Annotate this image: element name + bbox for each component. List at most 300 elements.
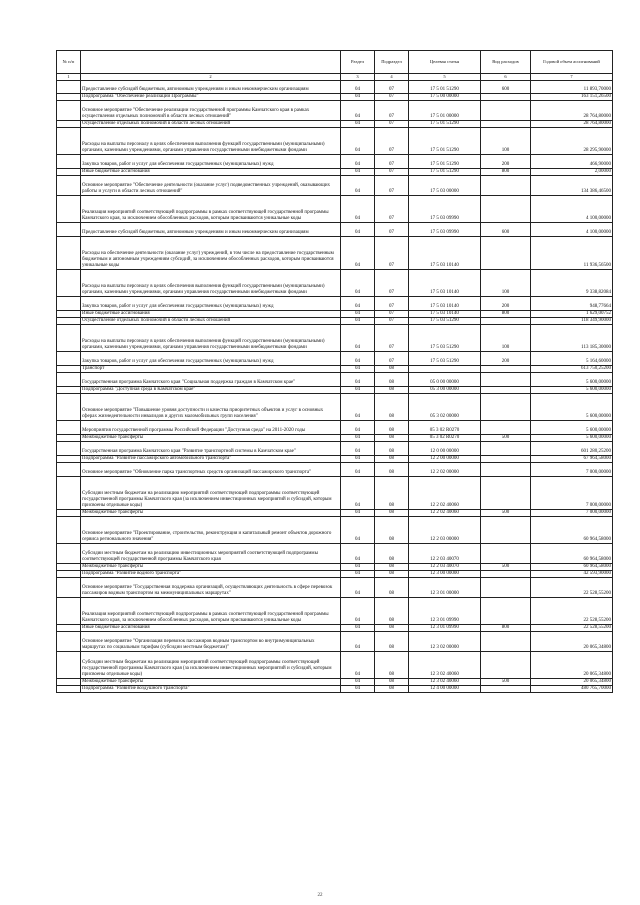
row-amount-cell: 11 936,56500: [531, 237, 613, 270]
row-podrazdel-cell: 08: [375, 366, 409, 373]
header-razdel: Раздел: [341, 51, 375, 74]
table-row: [57, 176, 613, 196]
row-statya-cell: 05 0 00 00000: [409, 373, 481, 387]
row-statya-cell: 12 3 01 09990: [409, 625, 481, 632]
row-podrazdel-cell: 08: [375, 510, 409, 517]
row-vid-cell: 500: [481, 564, 531, 571]
row-amount-cell: 67 964,58000: [531, 456, 613, 463]
row-statya-cell: 17 5 03 10140: [409, 237, 481, 270]
row-name-cell: Иные бюджетные ассигнования: [81, 311, 341, 318]
row-statya-cell: 12 3 01 09990: [409, 598, 481, 625]
row-num-cell: [57, 544, 81, 564]
row-num-cell: [57, 128, 81, 155]
row-num-cell: [57, 169, 81, 176]
header-vid: Вид расходов: [481, 51, 531, 74]
row-name-cell: Межбюджетные трансферты: [81, 679, 341, 686]
table-row: [57, 652, 613, 679]
page-number: 22: [317, 893, 323, 898]
row-statya-cell: 05 3 00 00000: [409, 387, 481, 394]
row-num-cell: [57, 510, 81, 517]
row-razdel-cell: 04: [341, 632, 375, 652]
row-amount-cell: 7 000,00000: [531, 463, 613, 477]
table-row: [57, 544, 613, 564]
row-amount-cell: 2,00000: [531, 169, 613, 176]
row-name-cell: Осуществление отдельных полномочий в области лесных отношений: [81, 318, 341, 325]
table-body: [57, 81, 613, 693]
row-statya-cell: 12 2 03 00000: [409, 517, 481, 544]
row-num-cell: [57, 387, 81, 394]
row-razdel-cell: 04: [341, 101, 375, 121]
row-name-cell: Основное мероприятие "Повышение уровня доступности и качества приоритетных объектов и услуг в основных сферах жизнедеятельности инвалидов и других маломобильных групп населения": [81, 394, 341, 421]
row-vid-cell: [481, 463, 531, 477]
row-vid-cell: [481, 121, 531, 128]
row-razdel-cell: 04: [341, 625, 375, 632]
table-row: [57, 169, 613, 176]
row-razdel-cell: 04: [341, 394, 375, 421]
row-statya-cell: 17 5 01 51290: [409, 155, 481, 169]
row-razdel-cell: 04: [341, 352, 375, 366]
row-razdel-cell: 04: [341, 81, 375, 94]
row-podrazdel-cell: 08: [375, 373, 409, 387]
row-vid-cell: 100: [481, 325, 531, 352]
row-podrazdel-cell: 07: [375, 311, 409, 318]
row-razdel-cell: 04: [341, 571, 375, 578]
row-vid-cell: 100: [481, 270, 531, 297]
row-podrazdel-cell: 08: [375, 564, 409, 571]
row-podrazdel-cell: 07: [375, 318, 409, 325]
table-row: [57, 196, 613, 223]
row-num-cell: [57, 121, 81, 128]
row-statya-cell: 12 2 02 40060: [409, 477, 481, 510]
row-vid-cell: [481, 578, 531, 598]
row-statya-cell: 12 2 03 40070: [409, 544, 481, 564]
row-razdel-cell: 04: [341, 442, 375, 456]
row-podrazdel-cell: 08: [375, 571, 409, 578]
row-statya-cell: 17 5 01 00000: [409, 101, 481, 121]
row-vid-cell: 200: [481, 297, 531, 311]
row-name-cell: Реализация мероприятий соответствующей подпрограммы в рамках соответствующей государственной программы Камчатского края, за исключением обособленных расходов, которым присваиваются уникальные коды: [81, 196, 341, 223]
table-row: [57, 311, 613, 318]
row-name-cell: Предоставление субсидий бюджетным, автономным учреждениям и иным некоммерческим организациям: [81, 81, 341, 94]
row-statya-cell: 12 2 02 00000: [409, 463, 481, 477]
row-amount-cell: 11 893,70000: [531, 81, 613, 94]
row-podrazdel-cell: 08: [375, 435, 409, 442]
row-amount-cell: 42 593,90000: [531, 571, 613, 578]
row-num-cell: [57, 456, 81, 463]
row-podrazdel-cell: 07: [375, 94, 409, 101]
row-num-cell: [57, 223, 81, 237]
row-razdel-cell: 04: [341, 421, 375, 435]
row-vid-cell: [481, 517, 531, 544]
row-statya-cell: 17 5 03 10140: [409, 311, 481, 318]
table-row: [57, 632, 613, 652]
table-row: [57, 223, 613, 237]
colnum-7: 7: [531, 74, 613, 81]
row-amount-cell: 163 151,26500: [531, 94, 613, 101]
row-statya-cell: 05 3 02 R0270: [409, 435, 481, 442]
row-razdel-cell: 04: [341, 652, 375, 679]
row-amount-cell: 113 185,30000: [531, 325, 613, 352]
row-podrazdel-cell: 08: [375, 544, 409, 564]
row-statya-cell: 17 5 00 00000: [409, 94, 481, 101]
row-vid-cell: 200: [481, 155, 531, 169]
row-razdel-cell: 04: [341, 477, 375, 510]
row-num-cell: [57, 632, 81, 652]
row-amount-cell: 5 600,00000: [531, 435, 613, 442]
row-podrazdel-cell: 08: [375, 598, 409, 625]
table-row: [57, 517, 613, 544]
row-num-cell: [57, 94, 81, 101]
row-amount-cell: 601 280,25200: [531, 442, 613, 456]
row-podrazdel-cell: 08: [375, 625, 409, 632]
row-amount-cell: 60 964,58000: [531, 517, 613, 544]
row-name-cell: Закупка товаров, работ и услуг для обеспечения государственных (муниципальных) нужд: [81, 155, 341, 169]
row-name-cell: Государственная программа Камчатского края "Развитие транспортной системы в Камчатском крае": [81, 442, 341, 456]
row-statya-cell: 12 2 02 40060: [409, 510, 481, 517]
row-num-cell: [57, 366, 81, 373]
table-row: [57, 679, 613, 686]
row-statya-cell: 17 5 03 00000: [409, 176, 481, 196]
table-row: [57, 81, 613, 94]
row-razdel-cell: 04: [341, 237, 375, 270]
row-razdel-cell: 04: [341, 128, 375, 155]
row-statya-cell: 17 5 01 51290: [409, 121, 481, 128]
row-amount-cell: 5 600,00000: [531, 394, 613, 421]
row-podrazdel-cell: 08: [375, 387, 409, 394]
row-amount-cell: 5 600,00000: [531, 373, 613, 387]
row-statya-cell: 17 5 03 09990: [409, 196, 481, 223]
row-statya-cell: 17 5 03 09990: [409, 223, 481, 237]
row-podrazdel-cell: 08: [375, 686, 409, 693]
table-row: [57, 463, 613, 477]
colnum-4: 4: [375, 74, 409, 81]
row-vid-cell: [481, 366, 531, 373]
row-amount-cell: 5 600,00000: [531, 387, 613, 394]
header-amount: Годовой объем ассигнований: [531, 51, 613, 74]
row-statya-cell: 17 5 03 10140: [409, 270, 481, 297]
row-vid-cell: 100: [481, 128, 531, 155]
row-razdel-cell: 04: [341, 297, 375, 311]
row-podrazdel-cell: 07: [375, 155, 409, 169]
row-name-cell: Межбюджетные трансферты: [81, 510, 341, 517]
row-podrazdel-cell: 08: [375, 442, 409, 456]
row-vid-cell: 800: [481, 169, 531, 176]
row-amount-cell: 20 065,34800: [531, 632, 613, 652]
row-amount-cell: 22 528,55200: [531, 598, 613, 625]
row-name-cell: Основное мероприятие "Государственная поддержка организаций, осуществляющих деятельность в сфере перевозок пассажиров водным транспортом на межмуниципальных маршрутах": [81, 578, 341, 598]
row-num-cell: [57, 679, 81, 686]
row-num-cell: [57, 270, 81, 297]
row-razdel-cell: 04: [341, 223, 375, 237]
table-row: [57, 477, 613, 510]
row-statya-cell: 12 3 02 40060: [409, 679, 481, 686]
row-podrazdel-cell: 07: [375, 223, 409, 237]
row-amount-cell: 22 528,55200: [531, 625, 613, 632]
row-razdel-cell: 04: [341, 196, 375, 223]
table-row: [57, 571, 613, 578]
colnum-3: 3: [341, 74, 375, 81]
table-row: [57, 94, 613, 101]
row-name-cell: Мероприятия государственной программы Российской Федерации "Доступная среда" на 2011-2020 годы: [81, 421, 341, 435]
row-num-cell: [57, 176, 81, 196]
row-num-cell: [57, 101, 81, 121]
row-vid-cell: 500: [481, 679, 531, 686]
row-razdel-cell: 04: [341, 578, 375, 598]
row-amount-cell: 613 750,25200: [531, 366, 613, 373]
row-vid-cell: [481, 686, 531, 693]
row-name-cell: Иные бюджетные ассигнования: [81, 169, 341, 176]
row-num-cell: [57, 81, 81, 94]
row-razdel-cell: 04: [341, 121, 375, 128]
row-name-cell: Субсидии местным бюджетам на реализацию мероприятий соответствующей подпрограммы соответствующей государственной программы Камчатского края (за исключением инвестиционных мероприятий и субсидий, которым присвоены отдельные коды): [81, 652, 341, 679]
row-podrazdel-cell: 07: [375, 237, 409, 270]
row-razdel-cell: 04: [341, 155, 375, 169]
table-row: [57, 394, 613, 421]
row-name-cell: Государственная программа Камчатского края "Социальная поддержка граждан в Камчатском крае": [81, 373, 341, 387]
row-name-cell: Основное мероприятие "Организация перевозок пассажиров водным транспортом во внутримуниципальных маршрутах по социальным тарифам (субсидии местным бюджетам)": [81, 632, 341, 652]
table-row: [57, 435, 613, 442]
budget-table: [56, 50, 613, 693]
row-name-cell: Расходы на обеспечение деятельности (оказание услуг) учреждений, в том числе на предоставление государственным бюджетным и автономным учреждениям субсидий, за исключением обособленных расходов, которым присваиваются уникальные коды: [81, 237, 341, 270]
row-num-cell: [57, 155, 81, 169]
row-num-cell: [57, 311, 81, 318]
header-name: [81, 51, 341, 74]
row-name-cell: Закупка товаров, работ и услуг для обеспечения государственных (муниципальных) нужд: [81, 297, 341, 311]
row-name-cell: Осуществление отдельных полномочий в области лесных отношений: [81, 121, 341, 128]
row-razdel-cell: 04: [341, 686, 375, 693]
table-row: [57, 373, 613, 387]
row-name-cell: Расходы на выплаты персоналу в целях обеспечения выполнения функций государственными (муниципальными) органами, казенными учреждениями, органами управления государственными внебюджетными фондами: [81, 325, 341, 352]
row-vid-cell: [481, 387, 531, 394]
row-name-cell: Иные бюджетные ассигнования: [81, 625, 341, 632]
row-razdel-cell: 04: [341, 544, 375, 564]
row-razdel-cell: 04: [341, 366, 375, 373]
row-podrazdel-cell: 07: [375, 101, 409, 121]
row-amount-cell: 7 000,00000: [531, 477, 613, 510]
row-razdel-cell: 04: [341, 564, 375, 571]
row-num-cell: [57, 297, 81, 311]
row-vid-cell: [481, 101, 531, 121]
row-num-cell: [57, 318, 81, 325]
row-amount-cell: 134 386,46500: [531, 176, 613, 196]
table-row: [57, 598, 613, 625]
table-row: [57, 352, 613, 366]
row-statya-cell: 17 5 03 51290: [409, 352, 481, 366]
row-vid-cell: 800: [481, 625, 531, 632]
row-razdel-cell: 04: [341, 463, 375, 477]
row-amount-cell: 118 349,90000: [531, 318, 613, 325]
row-razdel-cell: 04: [341, 325, 375, 352]
row-podrazdel-cell: 07: [375, 128, 409, 155]
row-statya-cell: 12 2 03 40070: [409, 564, 481, 571]
table-row: [57, 366, 613, 373]
table-row: [57, 325, 613, 352]
row-amount-cell: 60 964,58000: [531, 564, 613, 571]
row-podrazdel-cell: 07: [375, 176, 409, 196]
row-name-cell: Закупка товаров, работ и услуг для обеспечения государственных (муниципальных) нужд: [81, 352, 341, 366]
row-num-cell: [57, 564, 81, 571]
row-statya-cell: 17 5 03 51290: [409, 325, 481, 352]
row-amount-cell: 1 629,00752: [531, 311, 613, 318]
row-podrazdel-cell: 07: [375, 196, 409, 223]
row-num-cell: [57, 352, 81, 366]
row-amount-cell: 20 065,34800: [531, 652, 613, 679]
row-razdel-cell: 04: [341, 311, 375, 318]
colnum-2: 2: [81, 74, 341, 81]
table-row: [57, 297, 613, 311]
table-row: [57, 237, 613, 270]
row-num-cell: [57, 625, 81, 632]
row-podrazdel-cell: 08: [375, 517, 409, 544]
row-statya-cell: 17 5 01 51290: [409, 81, 481, 94]
row-num-cell: [57, 598, 81, 625]
table-row: [57, 318, 613, 325]
row-podrazdel-cell: 08: [375, 578, 409, 598]
table-row: [57, 121, 613, 128]
row-amount-cell: 466,90000: [531, 155, 613, 169]
row-name-cell: Расходы на выплаты персоналу в целях обеспечения выполнения функций государственными (муниципальными) органами, казенными учреждениями, органами управления государственными внебюджетными фондами: [81, 128, 341, 155]
row-statya-cell: 12 3 01 00000: [409, 578, 481, 598]
row-podrazdel-cell: 07: [375, 169, 409, 176]
row-name-cell: Расходы на выплаты персоналу в целях обеспечения выполнения функций государственными (муниципальными) органами, казенными учреждениями, органами управления государственными внебюджетными фондами: [81, 270, 341, 297]
row-num-cell: [57, 571, 81, 578]
row-vid-cell: 800: [481, 311, 531, 318]
row-num-cell: [57, 442, 81, 456]
table-row: [57, 387, 613, 394]
row-name-cell: Подпрограмма "Развитие воздушного транспорта": [81, 686, 341, 693]
header-podrazdel: Подраздел: [375, 51, 409, 74]
row-vid-cell: 200: [481, 352, 531, 366]
row-podrazdel-cell: 08: [375, 652, 409, 679]
row-razdel-cell: 04: [341, 318, 375, 325]
row-razdel-cell: 04: [341, 435, 375, 442]
table-header-row: [57, 51, 613, 74]
row-num-cell: [57, 435, 81, 442]
row-vid-cell: [481, 237, 531, 270]
row-statya-cell: 12 3 00 00000: [409, 571, 481, 578]
row-vid-cell: [481, 318, 531, 325]
table-row: [57, 270, 613, 297]
table-row: [57, 155, 613, 169]
table-row: [57, 578, 613, 598]
row-amount-cell: 22 528,55200: [531, 578, 613, 598]
row-num-cell: [57, 196, 81, 223]
row-vid-cell: [481, 442, 531, 456]
row-podrazdel-cell: 07: [375, 297, 409, 311]
table-row: [57, 101, 613, 121]
header-num: № п/п: [57, 51, 81, 74]
row-amount-cell: 480 765,70000: [531, 686, 613, 693]
row-vid-cell: [481, 544, 531, 564]
row-num-cell: [57, 373, 81, 387]
row-amount-cell: 28 764,80000: [531, 101, 613, 121]
row-name-cell: Субсидии местным бюджетам на реализацию инвестиционных мероприятий соответствующей подпрограммы соответствующей государственной программы Камчатского края: [81, 544, 341, 564]
row-name-cell: Транспорт: [81, 366, 341, 373]
row-razdel-cell: 04: [341, 387, 375, 394]
row-name-cell: Межбюджетные трансферты: [81, 564, 341, 571]
row-podrazdel-cell: 07: [375, 325, 409, 352]
row-statya-cell: 17 5 01 51290: [409, 169, 481, 176]
row-podrazdel-cell: 07: [375, 270, 409, 297]
row-num-cell: [57, 394, 81, 421]
row-vid-cell: [481, 421, 531, 435]
row-razdel-cell: 04: [341, 94, 375, 101]
row-statya-cell: 17 5 01 51290: [409, 128, 481, 155]
row-vid-cell: [481, 394, 531, 421]
row-num-cell: [57, 686, 81, 693]
row-num-cell: [57, 421, 81, 435]
row-name-cell: Подпрограмма "Обеспечение реализации Программы": [81, 94, 341, 101]
colnum-6: 6: [481, 74, 531, 81]
row-statya-cell: 17 5 03 51290: [409, 318, 481, 325]
row-vid-cell: 600: [481, 223, 531, 237]
row-name-cell: Межбюджетные трансферты: [81, 435, 341, 442]
row-name-cell: Основное мероприятие "Обеспечение реализации государственной программы Камчатского края в рамках осуществления отдельных полномочий в области лесных отношений": [81, 101, 341, 121]
row-podrazdel-cell: 08: [375, 477, 409, 510]
row-amount-cell: 60 964,58000: [531, 544, 613, 564]
row-vid-cell: [481, 373, 531, 387]
row-name-cell: Подпрограмма "Развитие водного транспорта": [81, 571, 341, 578]
table-row: [57, 564, 613, 571]
row-podrazdel-cell: 08: [375, 456, 409, 463]
row-podrazdel-cell: 08: [375, 394, 409, 421]
row-amount-cell: 5 600,00000: [531, 421, 613, 435]
row-razdel-cell: 04: [341, 373, 375, 387]
row-podrazdel-cell: 07: [375, 81, 409, 94]
row-razdel-cell: 04: [341, 169, 375, 176]
row-num-cell: [57, 477, 81, 510]
row-razdel-cell: 04: [341, 270, 375, 297]
row-vid-cell: [481, 632, 531, 652]
table-row: [57, 421, 613, 435]
row-vid-cell: 500: [481, 510, 531, 517]
row-podrazdel-cell: 07: [375, 121, 409, 128]
row-num-cell: [57, 517, 81, 544]
row-statya-cell: 05 3 02 R0270: [409, 421, 481, 435]
header-statya: Целевая статья: [409, 51, 481, 74]
table-row: [57, 442, 613, 456]
row-name-cell: Подпрограмма "Доступная среда в Камчатском крае": [81, 387, 341, 394]
row-statya-cell: 12 3 02 00000: [409, 632, 481, 652]
row-vid-cell: [481, 571, 531, 578]
table-row: [57, 686, 613, 693]
row-vid-cell: 600: [481, 81, 531, 94]
row-statya-cell: [409, 366, 481, 373]
colnum-5: 5: [409, 74, 481, 81]
row-vid-cell: [481, 176, 531, 196]
row-name-cell: Основное мероприятие "Обеспечение деятельности (оказание услуг) подведомственных учреждений, оказывающих работы и услуги в области лесных отношений": [81, 176, 341, 196]
row-num-cell: [57, 237, 81, 270]
row-razdel-cell: 04: [341, 176, 375, 196]
row-amount-cell: 20 065,34800: [531, 679, 613, 686]
row-statya-cell: 12 2 00 00000: [409, 456, 481, 463]
row-vid-cell: [481, 477, 531, 510]
row-vid-cell: [481, 456, 531, 463]
row-num-cell: [57, 463, 81, 477]
row-podrazdel-cell: 07: [375, 352, 409, 366]
row-name-cell: Основное мероприятие "Проектирование, строительство, реконструкция и капитальный ремонт объектов дорожного сервиса регионального значения": [81, 517, 341, 544]
row-name-cell: Реализация мероприятий соответствующей подпрограммы в рамках соответствующей государственной программы Камчатского края, за исключением обособленных расходов, которым присваиваются уникальные коды: [81, 598, 341, 625]
row-razdel-cell: 04: [341, 598, 375, 625]
table-row: [57, 625, 613, 632]
table-row: [57, 510, 613, 517]
table-row: [57, 128, 613, 155]
row-vid-cell: [481, 598, 531, 625]
row-name-cell: Предоставление субсидий бюджетным, автономным учреждениям и иным некоммерческим организациям: [81, 223, 341, 237]
row-vid-cell: 500: [481, 435, 531, 442]
row-razdel-cell: 04: [341, 510, 375, 517]
row-podrazdel-cell: 08: [375, 679, 409, 686]
